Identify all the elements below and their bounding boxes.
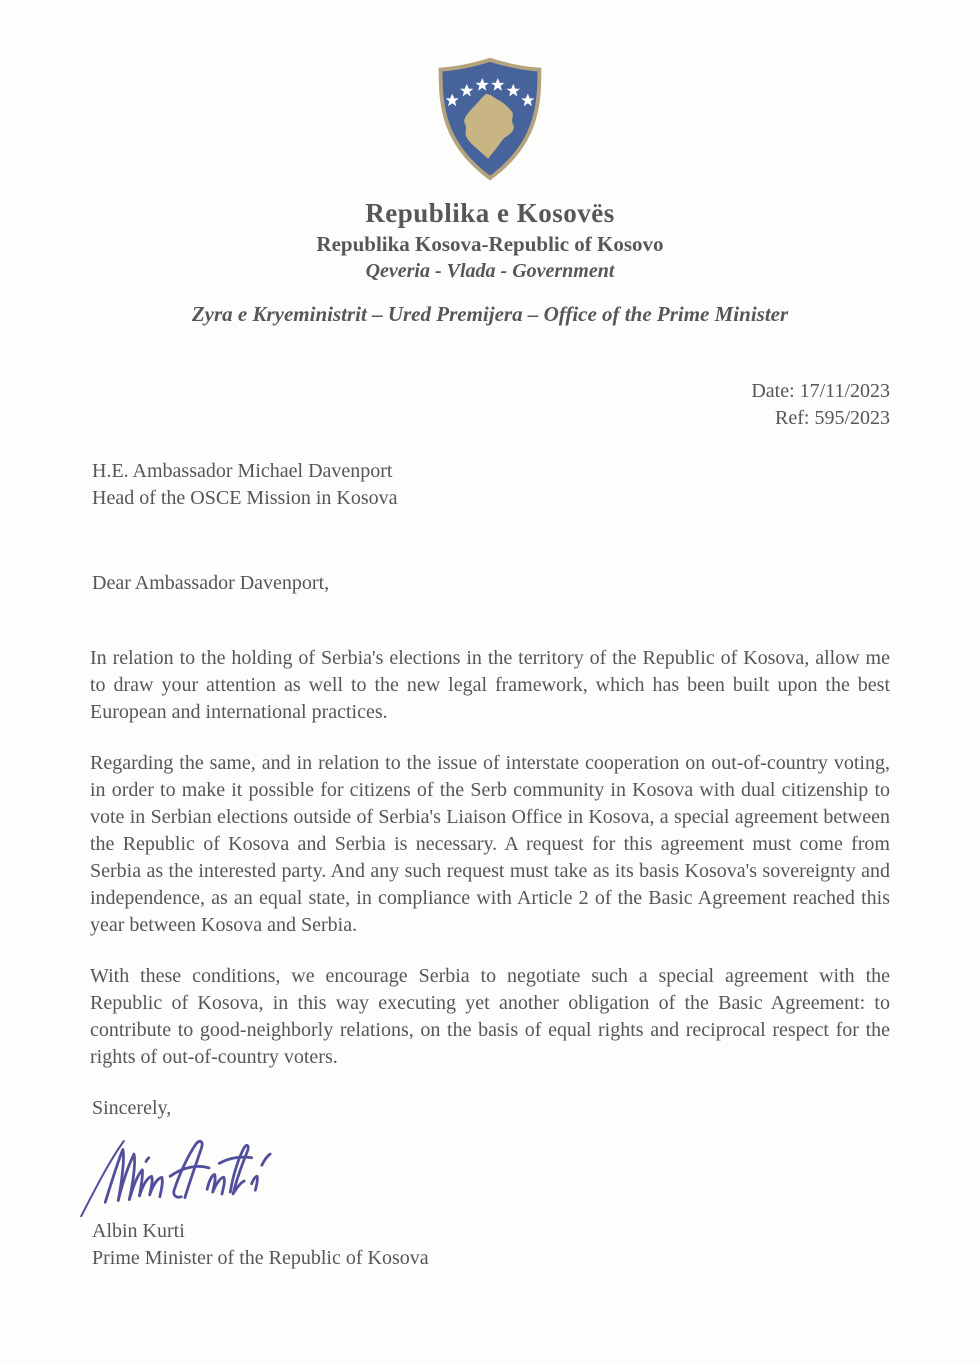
signature-block bbox=[0, 1130, 980, 1272]
letterhead bbox=[0, 197, 980, 285]
recipient-name: H.E. Ambassador Michael Davenport bbox=[92, 460, 393, 482]
letterhead-government-line: Qeveria - Vlada - Government bbox=[365, 260, 615, 282]
meta-block bbox=[0, 378, 980, 432]
page-title: Republika e Kosovës bbox=[365, 198, 615, 228]
signatory-title: Prime Minister of the Republic of Kosova bbox=[92, 1247, 429, 1269]
closing: Sincerely, bbox=[92, 1097, 172, 1119]
ref-value: 595/2023 bbox=[814, 407, 890, 429]
date-value: 17/11/2023 bbox=[799, 380, 890, 402]
date-line bbox=[90, 378, 890, 405]
kosovo-coat-of-arms-icon bbox=[431, 56, 549, 182]
salutation: Dear Ambassador Davenport, bbox=[92, 572, 330, 594]
ref-label: Ref: bbox=[775, 407, 810, 429]
date-label: Date: bbox=[751, 380, 795, 402]
recipient-block bbox=[0, 458, 980, 512]
handwritten-signature-icon bbox=[74, 1130, 294, 1218]
emblem-container bbox=[0, 0, 980, 187]
paragraph: Regarding the same, and in relation to the issue of interstate cooperation on out-of-country voting, in order to make it possible for citizens of the Serb community in Kosova with dual citizenship to vote in Serbian elections outside of Serbia's Liaison Office in Kosova, a special agreement between the Republic of Kosova and Serbia is necessary. A request for this agreement must come from Serbia as the interested party. And any such request must take as its basis Kosova's sovereignty and independence, as an equal state, in compliance with Article 2 of the Basic Agreement reached this year between Kosova and Serbia. bbox=[90, 752, 890, 936]
signatory-name: Albin Kurti bbox=[92, 1220, 185, 1242]
paragraph: With these conditions, we encourage Serbia to negotiate such a special agreement with the Republic of Kosova, in this way executing yet another obligation of the Basic Agreement: to contribute to good-neighborly relations, on the basis of equal rights and reciprocal respect for the rights of out-of-country voters. bbox=[90, 965, 890, 1068]
letter-body bbox=[0, 645, 980, 1071]
paragraph: In relation to the holding of Serbia's elections in the territory of the Republic of Kosova, allow me to draw your attention as well to the new legal framework, which has been built upon the best European and international practices. bbox=[90, 647, 890, 723]
recipient-title: Head of the OSCE Mission in Kosova bbox=[92, 487, 398, 509]
office-line: Zyra e Kryeministrit – Ured Premijera – Office of the Prime Minister bbox=[191, 302, 789, 326]
letterhead-subtitle: Republika Kosova-Republic of Kosovo bbox=[316, 232, 664, 256]
ref-line bbox=[90, 405, 890, 432]
